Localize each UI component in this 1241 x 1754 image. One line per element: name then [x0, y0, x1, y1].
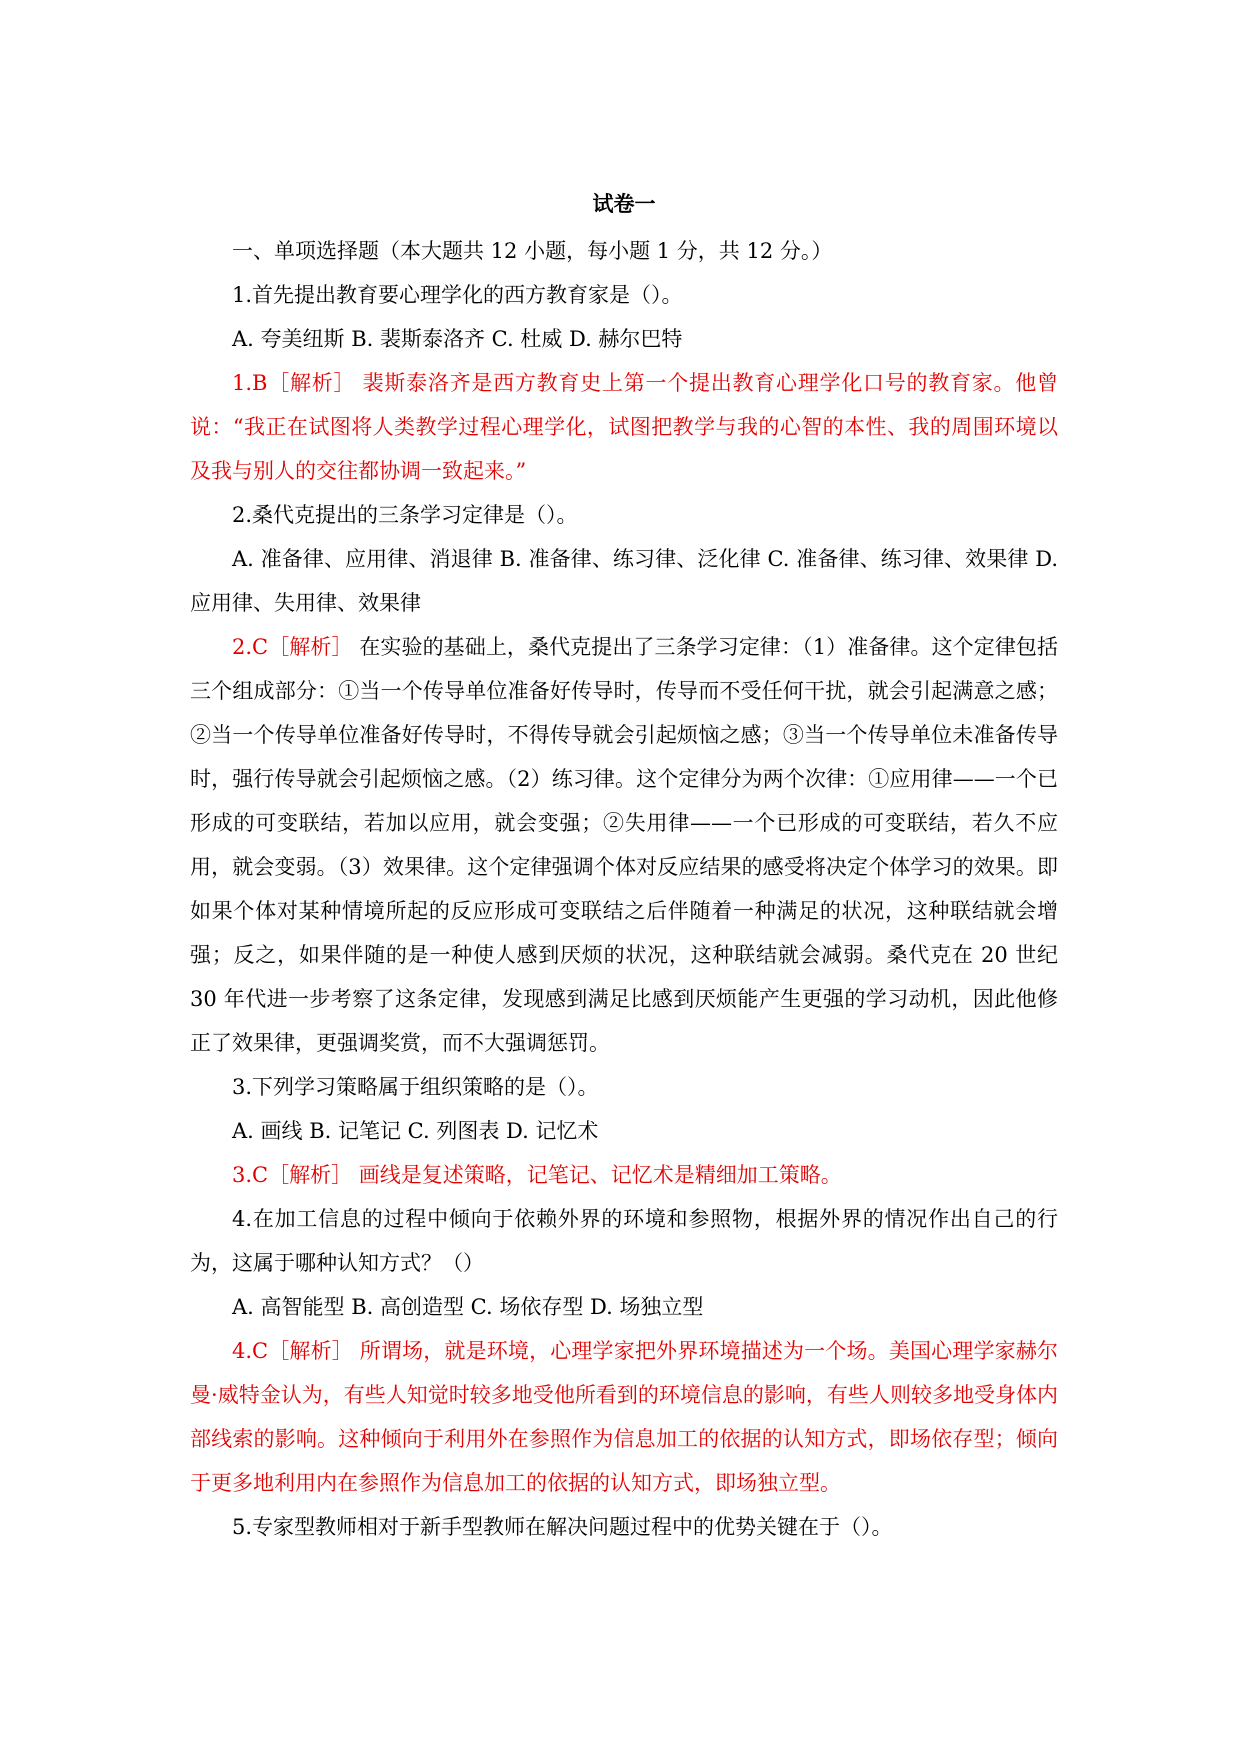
- options-1: A. 夸美纽斯 B. 裴斯泰洛齐 C. 杜威 D. 赫尔巴特: [232, 327, 683, 351]
- section-heading: 一、单项选择题（本大题共 12 小题，每小题 1 分，共 12 分。）: [232, 239, 833, 263]
- question-5: 5.专家型教师相对于新手型教师在解决问题过程中的优势关键在于（）。: [232, 1515, 893, 1539]
- options-3: A. 画线 B. 记笔记 C. 列图表 D. 记忆术: [232, 1119, 599, 1143]
- answer-label-2: 2.C［解析］: [232, 635, 353, 659]
- answer-explanation-1: 1.B［解析］ 裴斯泰洛齐是西方教育史上第一个提出教育心理学化口号的教育家。他曾说：“我正在试图将人类教学过程心理学化，试图把教学与我的心智的本性、我的周围环境以及我与别人的交往都协调一致起来。”: [190, 371, 1058, 483]
- page-title: 试卷一: [592, 191, 656, 216]
- answer-explanation-3: 3.C［解析］ 画线是复述策略，记笔记、记忆术是精细加工策略。: [232, 1163, 842, 1187]
- answer-explanation-2: [190, 625, 1058, 1065]
- answer-explanation-4: 4.C［解析］ 所谓场，就是环境，心理学家把外界环境描述为一个场。美国心理学家赫尔曼·威特金认为，有些人知觉时较多地受他所看到的环境信息的影响，有些人则较多地受身体内部线索的影响。这种倾向于利用外在参照作为信息加工的依据的认知方式，即场依存型；倾向于更多地利用内在参照作为信息加工的依据的认知方式，即场独立型。: [190, 1339, 1058, 1495]
- document-body: [190, 229, 1058, 1549]
- options-2: A. 准备律、应用律、消退律 B. 准备律、练习律、泛化律 C. 准备律、练习律、效果律 D. 应用律、失用律、效果律: [190, 547, 1058, 615]
- options-4: A. 高智能型 B. 高创造型 C. 场依存型 D. 场独立型: [232, 1295, 704, 1319]
- question-3: 3.下列学习策略属于组织策略的是（）。: [232, 1075, 599, 1099]
- question-4: 4.在加工信息的过程中倾向于依赖外界的环境和参照物，根据外界的情况作出自己的行为，这属于哪种认知方式？（）: [190, 1207, 1058, 1275]
- question-2: 2.桑代克提出的三条学习定律是（）。: [232, 503, 578, 527]
- question-1: 1.首先提出教育要心理学化的西方教育家是（）。: [232, 283, 683, 307]
- answer-text-2: 在实验的基础上，桑代克提出了三条学习定律：（1）准备律。这个定律包括三个组成部分：①当一个传导单位准备好传导时，传导而不受任何干扰，就会引起满意之感；②当一个传导单位准备好传导时，不得传导就会引起烦恼之感；③当一个传导单位未准备传导时，强行传导就会引起烦恼之感。（2）练习律。这个定律分为两个次律：①应用律——一个已形成的可变联结，若加以应用，就会变强；②失用律——一个已形成的可变联结，若久不应用，就会变弱。（3）效果律。这个定律强调个体对反应结果的感受将决定个体学习的效果。即如果个体对某种情境所起的反应形成可变联结之后伴随着一种满足的状况，这种联结就会增强；反之，如果伴随的是一种使人感到厌烦的状况，这种联结就会减弱。桑代克在 20 世纪 30 年代进一步考察了这条定律，发现感到满足比感到厌烦能产生更强的学习动机，因此他修正了效果律，更强调奖赏，而不大强调惩罚。: [190, 635, 1058, 1055]
